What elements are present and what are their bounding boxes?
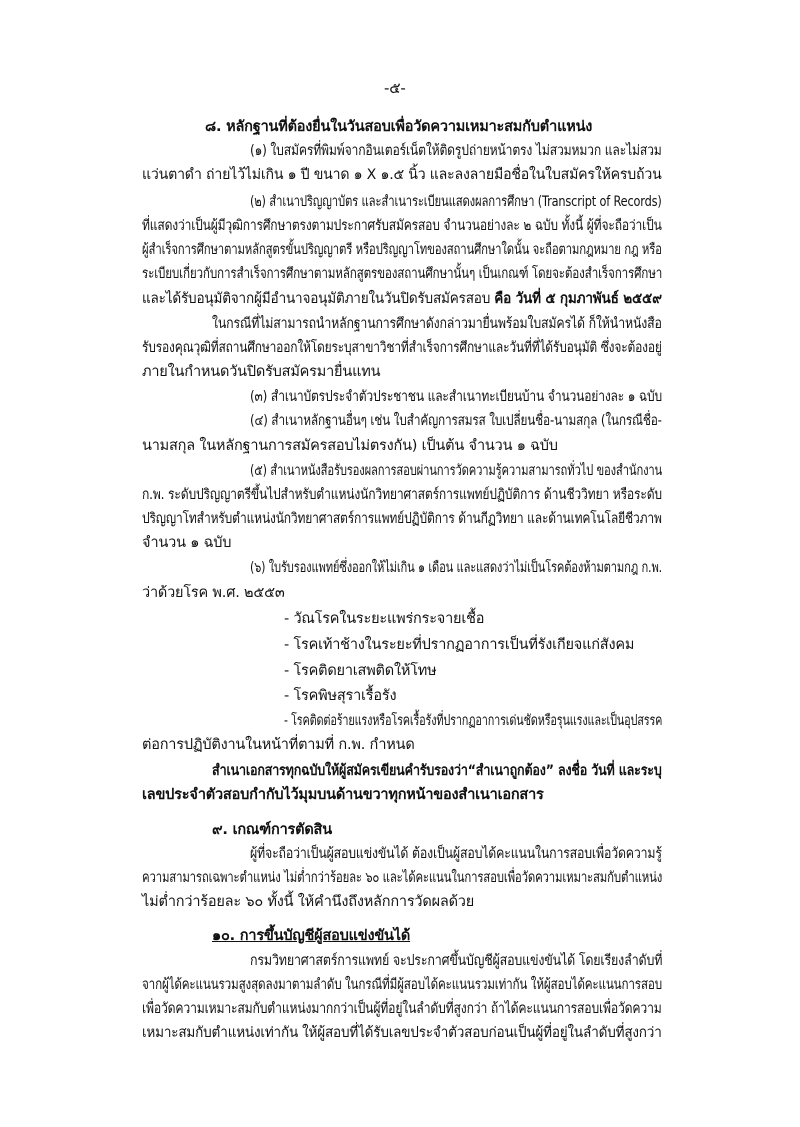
item-2-para-2-line-3: ภายในกำหนดวันปิดรับสมัครมายื่นแทน	[142, 364, 381, 380]
disease-item-continued: ต่อการปฏิบัติงานในหน้าที่ตามที่ ก.พ. กำหนด	[142, 737, 415, 753]
disease-item: - โรคติดต่อร้ายแรงหรือโรคเรื้อรังที่ปรากฏอาการเด่นชัดหรือรุนแรงและเป็นอุปสรรค	[284, 713, 663, 729]
item-2-line-5	[142, 289, 662, 309]
section-9-line-1: ผู้ที่จะถือว่าเป็นผู้สอบแข่งขันได้ ต้องเป็นผู้สอบได้คะแนนในการสอบเพื่อวัดความรู้	[250, 846, 662, 862]
disease-item: - วัณโรคในระยะแพร่กระจายเชื้อ	[284, 611, 485, 627]
item-1-line-1: (๑) ใบสมัครที่พิมพ์จากอินเตอร์เน็ตให้ติดรูปถ่ายหน้าตรง ไม่สวมหมวก และไม่สวม	[250, 143, 662, 159]
closing-date: คือ วันที่ ๕ กุมภาพันธ์ ๒๕๕๙	[494, 291, 662, 307]
section-10-heading: ๑๐. การขึ้นบัญชีผู้สอบแข่งขันได้	[212, 928, 411, 944]
section-10-line-2: จากผู้ได้คะแนนรวมสูงสุดลงมาตามลำดับ ในกรณีที่มีผู้สอบได้คะแนนรวมเท่ากัน ให้ผู้สอบได้คะแนนการสอบ	[142, 977, 662, 993]
disease-item: - โรคเท้าช้างในระยะที่ปรากฏอาการเป็นที่รังเกียจแก่สังคม	[284, 637, 635, 653]
disease-item: - โรคติดยาเสพติดให้โทษ	[284, 663, 437, 679]
item-2-line-1: (๒) สำเนาปริญญาบัตร และสำเนาระเบียนแสดงผลการศึกษา (Transcript of Records)	[250, 194, 662, 210]
item-2-para-2-line-1: ในกรณีที่ไม่สามารถนำหลักฐานการศึกษาดังกล่าวมายื่นพร้อมใบสมัครได้ ก็ให้นำหนังสือ	[212, 316, 662, 332]
item-6-line-2: ว่าด้วยโรค พ.ศ. ๒๕๕๓	[142, 585, 285, 601]
item-5-line-1: (๕) สำเนาหนังสือรับรองผลการสอบผ่านการวัดความรู้ความสามารถทั่วไป ของสำนักงาน	[250, 463, 663, 479]
item-2-para-2-line-2: รับรองคุณวุฒิที่สถานศึกษาออกให้โดยระบุสาขาวิชาที่สำเร็จการศึกษาและวันที่ที่ได้รับอนุมัติ ซึ่งจะต้องอยู่	[142, 340, 662, 356]
item-2-line-4: ระเบียบเกี่ยวกับการสำเร็จการศึกษาตามหลักสูตรของสถานศึกษานั้นๆ เป็นเกณฑ์ โดยจะต้องสำเร็จการศึกษา	[142, 266, 663, 282]
section-10-line-1: กรมวิทยาศาสตร์การแพทย์ จะประกาศขึ้นบัญชีผู้สอบแข่งขันได้ โดยเรียงลำดับที่	[250, 953, 663, 969]
section-9-heading: ๙. เกณฑ์การตัดสิน	[212, 822, 332, 838]
item-5-line-3: ปริญญาโทสำหรับตำแหน่งนักวิทยาศาสตร์การแพทย์ปฏิบัติการ ด้านกีฏวิทยา และด้านเทคโนโลยีชีวภาพ	[142, 511, 662, 527]
copy-certification-note-line-1: สำเนาเอกสารทุกฉบับให้ผู้สมัครเขียนคำรับรองว่า“สำเนาถูกต้อง” ลงชื่อ วันที่ และระบุ	[212, 763, 662, 779]
item-4-line-2: นามสกุล ในหลักฐานการสมัครสอบไม่ตรงกัน) เป็นต้น จำนวน ๑ ฉบับ	[142, 438, 558, 454]
item-6-line-1: (๖) ใบรับรองแพทย์ซึ่งออกให้ไม่เกิน ๑ เดือน และแสดงว่าไม่เป็นโรคต้องห้ามตามกฎ ก.พ.	[250, 560, 663, 576]
section-10-line-3: เพื่อวัดความเหมาะสมกับตำแหน่งมากกว่าเป็นผู้ที่อยู่ในลำดับที่สูงกว่า ถ้าได้คะแนนการสอบเพื่อวัดความ	[142, 1001, 662, 1017]
section-9-line-2: ความสามารถเฉพาะตำแหน่ง ไม่ต่ำกว่าร้อยละ ๖๐ และได้คะแนนในการสอบเพื่อวัดความเหมาะสมกับตำแหน่ง	[142, 870, 663, 886]
item-2-line-2: ที่แสดงว่าเป็นผู้มีวุฒิการศึกษาตรงตามประกาศรับสมัครสอบ จำนวนอย่างละ ๒ ฉบับ ทั้งนี้ ผู้ที่จะถือว่าเป็น	[142, 218, 662, 234]
section-9-line-3: ไม่ต่ำกว่าร้อยละ ๖๐ ทั้งนี้ ให้คำนึงถึงหลักการวัดผลด้วย	[142, 894, 475, 910]
item-4-line-1: (๔) สำเนาหลักฐานอื่นๆ เช่น ใบสำคัญการสมรส ใบเปลี่ยนชื่อ-นามสกุล (ในกรณีชื่อ-	[250, 413, 662, 429]
item-2-line-5-text: และได้รับอนุมัติจากผู้มีอำนาจอนุมัติภายในวันปิดรับสมัครสอบ	[142, 291, 495, 307]
item-5-line-4: จำนวน ๑ ฉบับ	[142, 535, 232, 551]
section-10-line-4: เหมาะสมกับตำแหน่งเท่ากัน ให้ผู้สอบที่ได้รับเลขประจำตัวสอบก่อนเป็นผู้ที่อยู่ในลำดับที่สูงกว่า	[142, 1025, 662, 1041]
copy-certification-note-line-2: เลขประจำตัวสอบกำกับไว้มุมบนด้านขวาทุกหน้าของสำเนาเอกสาร	[142, 787, 544, 803]
page-number: -๕-	[384, 79, 406, 97]
item-1-line-2: แว่นตาดำ ถ่ายไว้ไม่เกิน ๑ ปี ขนาด ๑ X ๑.๕ นิ้ว และลงลายมือชื่อในใบสมัครให้ครบถ้วน	[142, 167, 662, 183]
disease-item: - โรคพิษสุราเรื้อรัง	[284, 688, 397, 704]
item-3: (๓) สำเนาบัตรประจำตัวประชาชน และสำเนาทะเบียนบ้าน จำนวนอย่างละ ๑ ฉบับ	[250, 389, 662, 405]
item-2-line-3: ผู้สำเร็จการศึกษาตามหลักสูตรขั้นปริญญาตรี หรือปริญญาโทของสถานศึกษาใดนั้น จะถือตามกฎหมาย กฎ หรือ	[142, 242, 662, 258]
section-8-heading: ๘. หลักฐานที่ต้องยื่นในวันสอบเพื่อวัดความเหมาะสมกับตำแหน่ง	[205, 119, 593, 135]
item-5-line-2: ก.พ. ระดับปริญญาตรีขึ้นไปสำหรับตำแหน่งนักวิทยาศาสตร์การแพทย์ปฏิบัติการ ด้านชีววิทยา หรือระดับ	[142, 487, 662, 503]
